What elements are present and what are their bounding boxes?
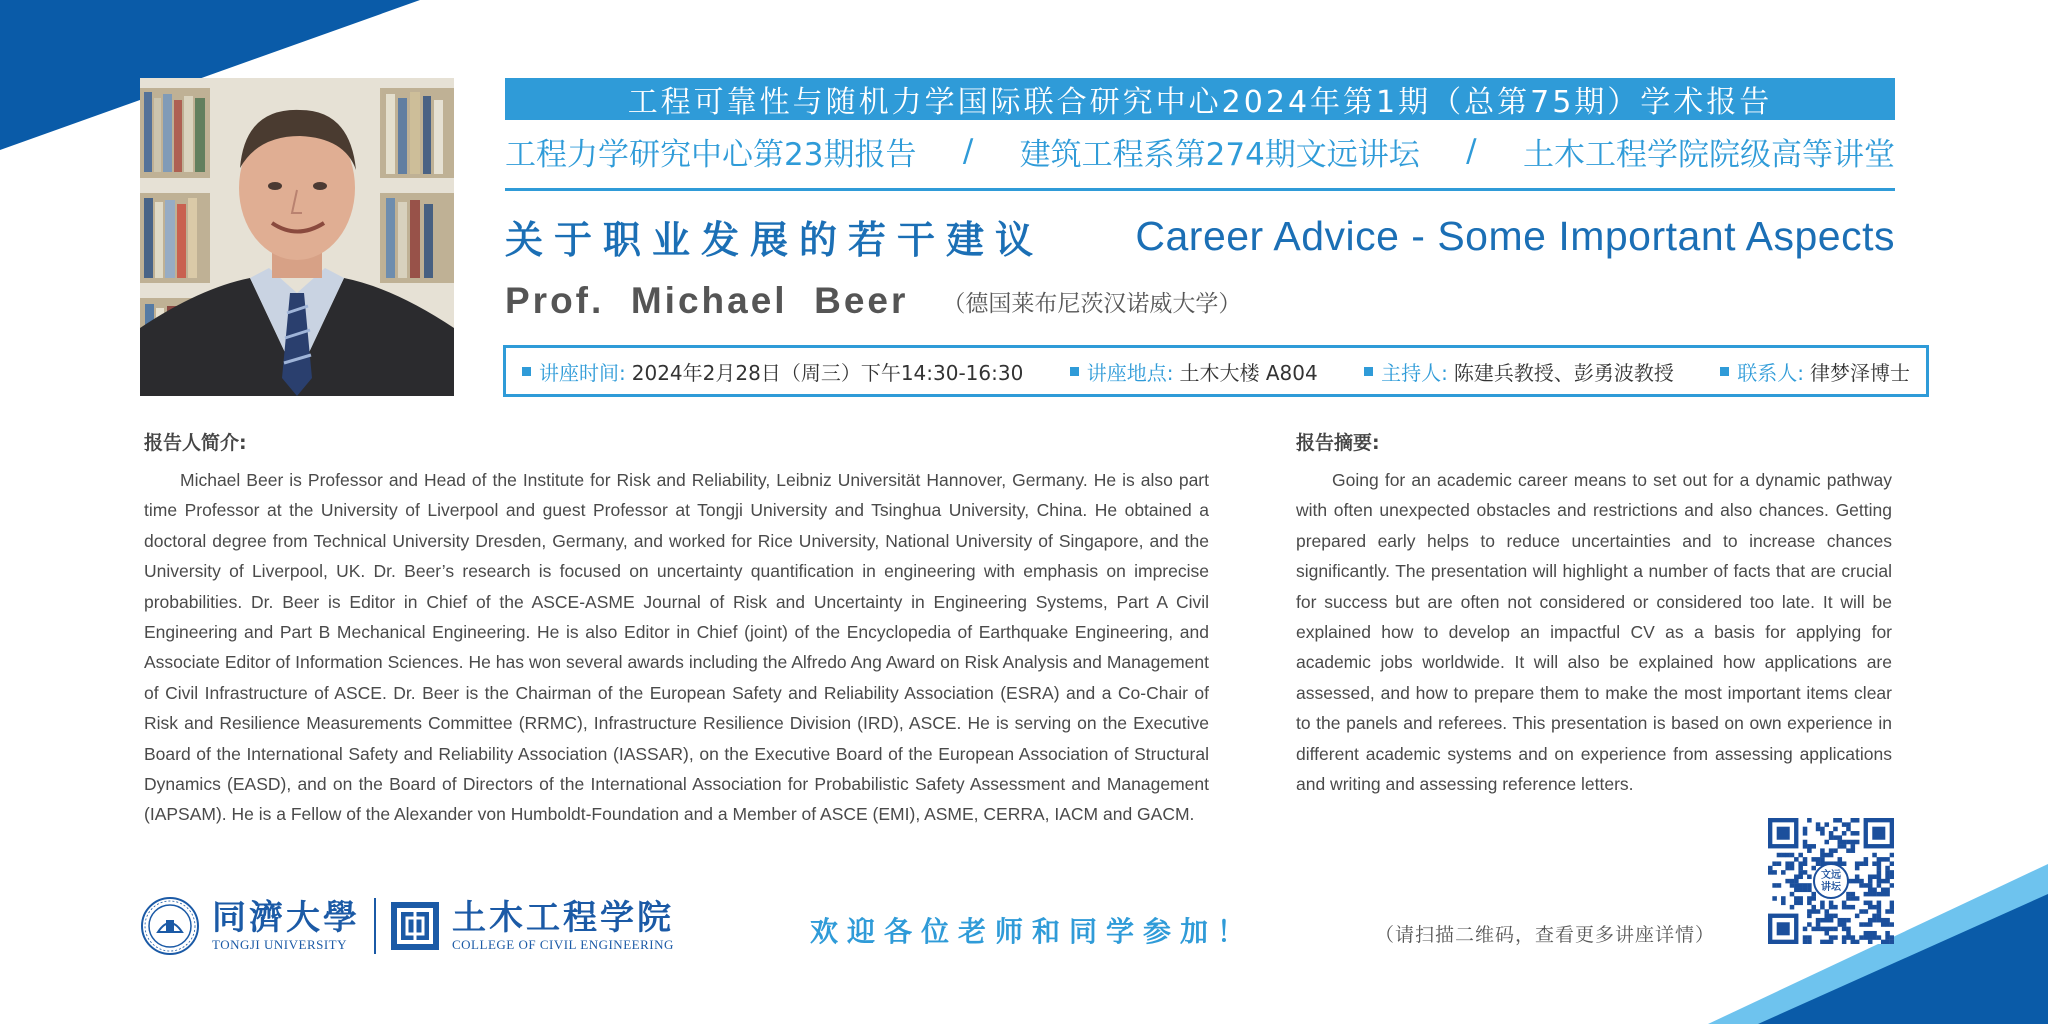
info-host <box>1364 357 1674 386</box>
series-subheader <box>505 128 1895 174</box>
speaker-affiliation: （德国莱布尼茨汉诺威大学） <box>942 290 1242 317</box>
bullet-square-icon <box>1070 367 1079 376</box>
qr-center-label: 讲坛 <box>1821 882 1841 893</box>
footer-logos <box>140 895 674 957</box>
bullet-square-icon <box>522 367 531 376</box>
qr-scan-hint: （请扫描二维码，查看更多讲座详情） <box>1375 924 1716 946</box>
series-separator: / <box>1466 133 1477 169</box>
welcome-message: 欢迎各位老师和同学参加！ <box>810 915 1255 948</box>
college-name-en: COLLEGE OF CIVIL ENGINEERING <box>452 937 674 952</box>
university-name-en: TONGJI UNIVERSITY <box>212 937 348 952</box>
speaker-name: Prof. Michael Beer <box>505 280 909 321</box>
speaker-photo <box>140 78 454 396</box>
series-item: 工程力学研究中心第23期报告 <box>505 136 917 173</box>
header-divider <box>505 188 1895 191</box>
tongji-wordmark <box>212 899 360 953</box>
college-name-cn: 土木工程学院 <box>452 898 674 938</box>
info-value: 律梦泽博士 <box>1810 360 1910 385</box>
info-value: 土木大楼 A804 <box>1179 360 1318 385</box>
abstract-heading: 报告摘要: <box>1296 432 1380 454</box>
info-value: 陈建兵教授、彭勇波教授 <box>1453 360 1674 385</box>
bio-text: Michael Beer is Professor and Head of the Institute for Risk and Reliability, Leibniz Universität Hannover, Germany. He is also part time Professor at the University of Liverpool and guest Professor at Tongji University and Tsinghua University, China. He obtained a doctoral degree from Technical University Dresden, Germany, and worked for Rice University, National University of Singapore, and the University of Liverpool, UK. Dr. Beer’s research is focused on uncertainty quantification in engineering with emphasis on imprecise probabilities. Dr. Beer is Editor in Chief of the ASCE-ASME Journal of Risk and Uncertainty in Engineering Systems, Part A Civil Engineering and Part B Mechanical Engineering. He is also Editor in Chief (joint) of the Encyclopedia of Earthquake Engineering, and Associate Editor of Information Sciences. He has won several awards including the Alfredo Ang Award on Risk Analysis and Management of Civil Infrastructure of ASCE. Dr. Beer is the Chairman of the European Safety and Reliability Association (ESRA) and a Co-Chair of Risk and Resilience Measurements Committee (RRMC), Infrastructure Resilience Division (IRD), ASCE. He is serving on the Executive Board of the International Safety and Reliability Association (IASSAR), on the Executive Board of the European Association of Structural Dynamics (EASD), and on the Board of Directors of the International Association for Probabilistic Safety Assessment and Management (IAPSAM). He is a Fellow of the Alexander von Humboldt-Foundation and a Member of ASCE (EMI), ASME, CERRA, IACM and GACM. <box>144 470 1209 825</box>
qr-code-icon <box>1768 818 1894 944</box>
college-logo-icon <box>390 901 440 951</box>
talk-title-en: Career Advice - Some Important Aspects <box>1135 212 1895 259</box>
speaker-line <box>505 276 1241 326</box>
info-label: 讲座地点: <box>1086 360 1174 385</box>
abstract-text: Going for an academic career means to set out for a dynamic pathway with often unexpected obstacles and restrictions and also chances. Getting prepared early helps to reduce uncertainties and to increase chances significantly. The presentation will highlight a number of facts that are crucial for success but are often not considered or considered too late. It will be explained how to develop an impactful CV as a basis for applying for academic jobs worldwide. It will also be explained how applications are assessed, and how to prepare them to make the most important items clear to the panels and referees. This presentation is based on own experience in different academic systems and on experience from assessing applications and writing and assessing reference letters. <box>1296 470 1892 795</box>
talk-title-zh: 关于职业发展的若干建议 <box>505 217 1045 262</box>
series-separator: / <box>962 133 974 169</box>
info-location <box>1070 357 1318 386</box>
university-name-cn: 同濟大學 <box>212 898 360 938</box>
info-time <box>522 357 1023 386</box>
bullet-square-icon <box>1720 367 1729 376</box>
tongji-seal-icon <box>140 896 200 956</box>
talk-title <box>505 208 1895 264</box>
logo-divider <box>374 898 376 954</box>
college-wordmark <box>452 899 674 953</box>
qr-center-label: 文远 <box>1821 870 1841 881</box>
info-value: 2024年2月28日（周三）下午14:30-16:30 <box>631 360 1024 385</box>
series-item: 建筑工程系第274期文远讲坛 <box>1019 136 1420 173</box>
bullet-square-icon <box>1364 367 1373 376</box>
bio-heading: 报告人简介: <box>144 432 247 454</box>
lecture-info-box <box>503 345 1929 397</box>
info-contact <box>1720 357 1910 386</box>
info-label: 主持人: <box>1381 360 1448 385</box>
info-label: 联系人: <box>1737 360 1804 385</box>
info-label: 讲座时间: <box>539 360 626 385</box>
series-banner: 工程可靠性与随机力学国际联合研究中心2024年第1期（总第75期）学术报告 <box>505 78 1895 120</box>
series-item: 土木工程学院院级高等讲堂 <box>1522 136 1895 173</box>
